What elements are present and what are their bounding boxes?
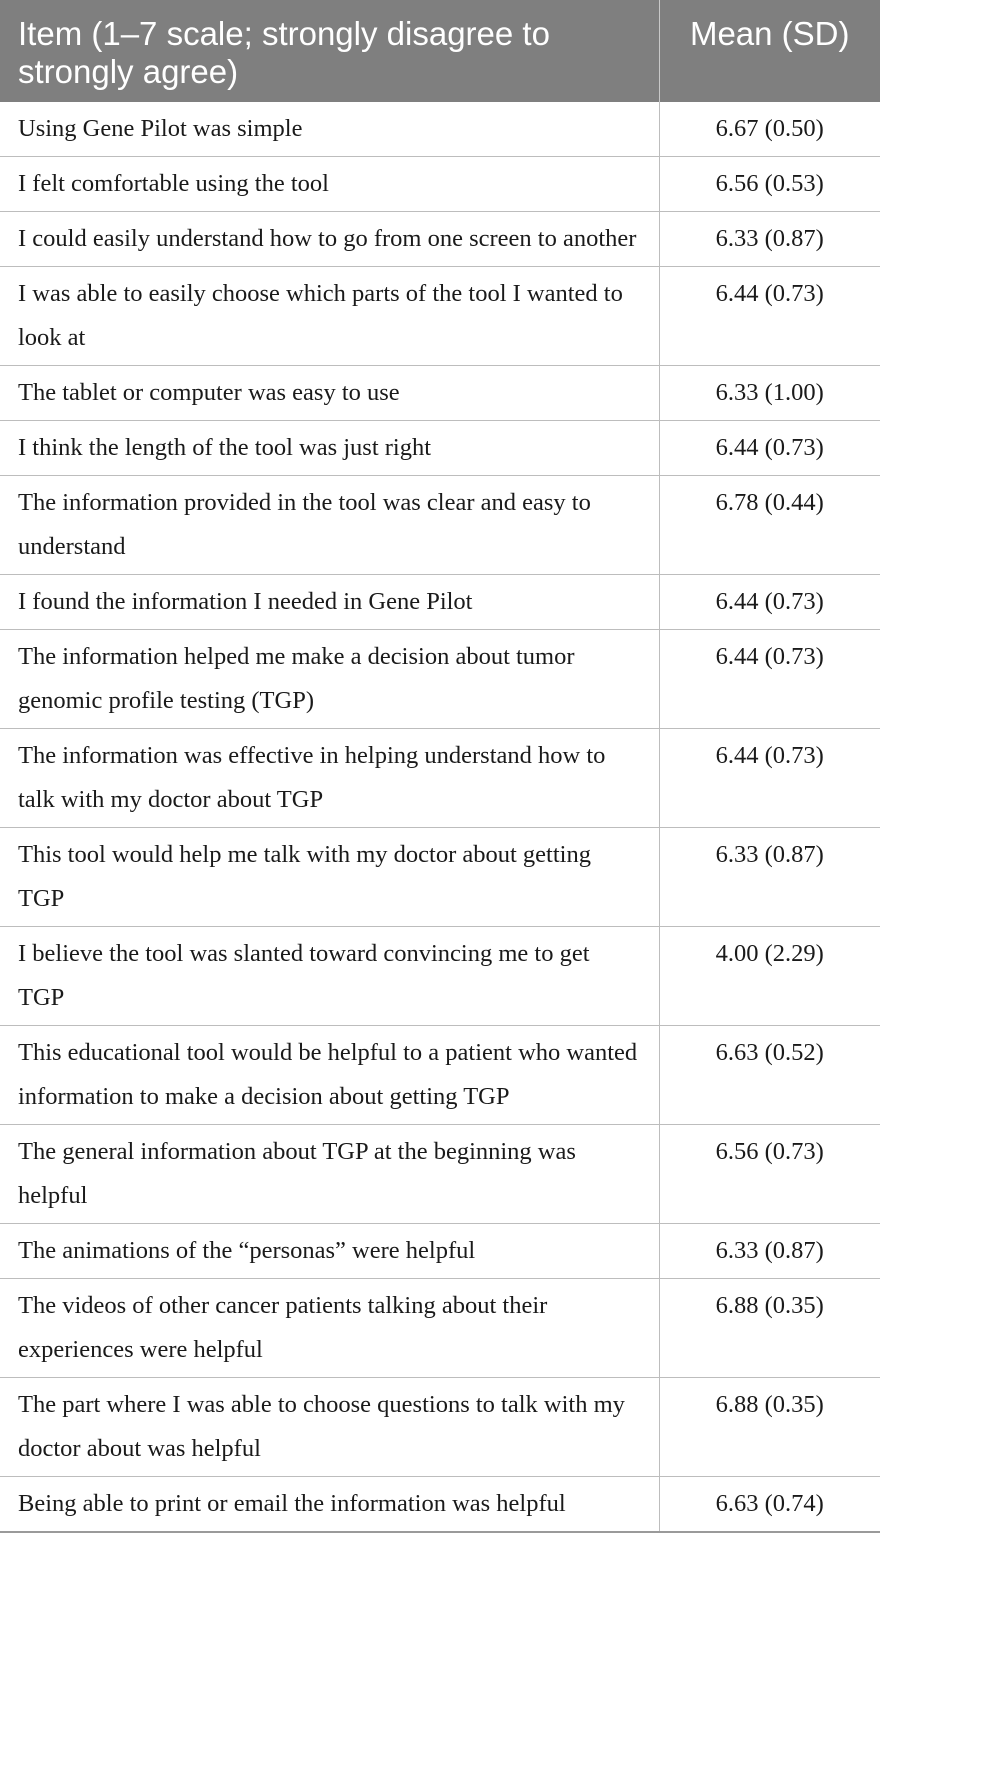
mean-sd-cell: 6.33 (0.87): [659, 1224, 880, 1279]
item-cell: This tool would help me talk with my doctor about getting TGP: [0, 828, 659, 927]
item-cell: I was able to easily choose which parts of the tool I wanted to look at: [0, 267, 659, 366]
mean-sd-cell: 6.33 (0.87): [659, 212, 880, 267]
table-row: [0, 212, 880, 267]
table-row: [0, 267, 880, 366]
item-column-header: Item (1–7 scale; strongly disagree to strongly agree): [0, 0, 659, 102]
table-row: [0, 1224, 880, 1279]
table-row: [0, 575, 880, 630]
item-cell: The information was effective in helping understand how to talk with my doctor about TGP: [0, 729, 659, 828]
mean-sd-cell: 6.44 (0.73): [659, 729, 880, 828]
mean-sd-cell: 6.63 (0.52): [659, 1026, 880, 1125]
mean-sd-cell: 6.88 (0.35): [659, 1378, 880, 1477]
item-cell: I found the information I needed in Gene Pilot: [0, 575, 659, 630]
table-row: [0, 1125, 880, 1224]
table-row: [0, 1026, 880, 1125]
item-cell: The general information about TGP at the beginning was helpful: [0, 1125, 659, 1224]
item-cell: I think the length of the tool was just right: [0, 421, 659, 476]
item-cell: I felt comfortable using the tool: [0, 157, 659, 212]
item-cell: This educational tool would be helpful to a patient who wanted information to make a decision about getting TGP: [0, 1026, 659, 1125]
mean-sd-cell: 6.44 (0.73): [659, 630, 880, 729]
mean-sd-cell: 6.56 (0.53): [659, 157, 880, 212]
mean-sd-cell: 6.78 (0.44): [659, 476, 880, 575]
item-cell: The information helped me make a decision about tumor genomic profile testing (TGP): [0, 630, 659, 729]
item-cell: I could easily understand how to go from one screen to another: [0, 212, 659, 267]
table-row: [0, 927, 880, 1026]
mean-sd-cell: 4.00 (2.29): [659, 927, 880, 1026]
mean-sd-cell: 6.44 (0.73): [659, 575, 880, 630]
header-row: [0, 0, 880, 102]
item-cell: The videos of other cancer patients talking about their experiences were helpful: [0, 1279, 659, 1378]
table-row: [0, 1477, 880, 1533]
item-cell: The tablet or computer was easy to use: [0, 366, 659, 421]
mean-sd-cell: 6.33 (0.87): [659, 828, 880, 927]
table-row: [0, 366, 880, 421]
mean-sd-cell: 6.67 (0.50): [659, 102, 880, 157]
table-row: [0, 729, 880, 828]
table-row: [0, 421, 880, 476]
item-cell: The part where I was able to choose questions to talk with my doctor about was helpful: [0, 1378, 659, 1477]
mean-sd-cell: 6.33 (1.00): [659, 366, 880, 421]
table-row: [0, 476, 880, 575]
table-header: [0, 0, 880, 102]
table-row: [0, 102, 880, 157]
item-cell: The animations of the “personas” were helpful: [0, 1224, 659, 1279]
table-body: [0, 102, 880, 1532]
mean-sd-cell: 6.56 (0.73): [659, 1125, 880, 1224]
mean-sd-cell: 6.88 (0.35): [659, 1279, 880, 1378]
table-row: [0, 828, 880, 927]
item-cell: Being able to print or email the information was helpful: [0, 1477, 659, 1533]
item-cell: Using Gene Pilot was simple: [0, 102, 659, 157]
mean-sd-column-header: Mean (SD): [659, 0, 880, 102]
table-row: [0, 1378, 880, 1477]
mean-sd-cell: 6.63 (0.74): [659, 1477, 880, 1533]
table-row: [0, 157, 880, 212]
mean-sd-cell: 6.44 (0.73): [659, 267, 880, 366]
mean-sd-cell: 6.44 (0.73): [659, 421, 880, 476]
item-cell: The information provided in the tool was clear and easy to understand: [0, 476, 659, 575]
item-cell: I believe the tool was slanted toward convincing me to get TGP: [0, 927, 659, 1026]
table-row: [0, 630, 880, 729]
table-row: [0, 1279, 880, 1378]
